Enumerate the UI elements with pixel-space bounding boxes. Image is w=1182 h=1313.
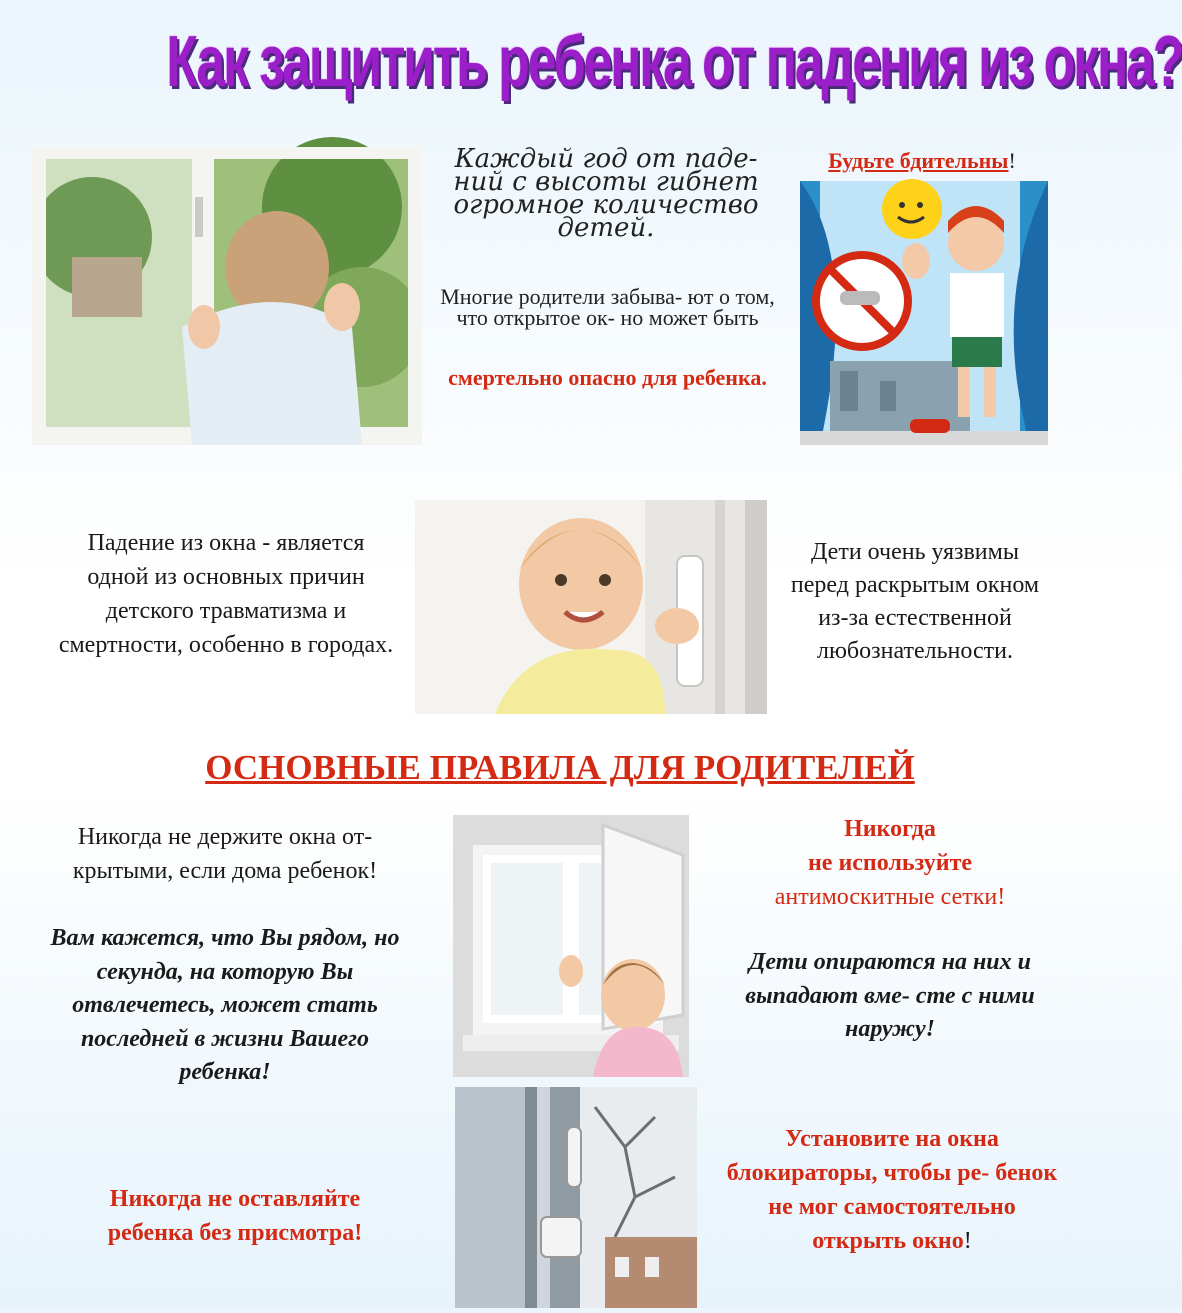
middle-left-text: Падение из окна - является одной из основных причин детского травматизма и смертности, особенно в городах.: [58, 530, 394, 658]
photo-baby-open-window: [453, 815, 689, 1077]
intro-statistic: Каждый год от паде- ний с высоты гибнет огромное количество детей.: [453, 144, 759, 243]
middle-right-text: Дети очень уязвимы перед раскрытым окном из-за естественной любознательности.: [790, 539, 1040, 664]
rule-never-open: Никогда не держите окна от- крытыми, если дома ребенок!: [72, 824, 378, 884]
lean-text: Дети опираются на них и выпадают вме- сте с ними наружу: [745, 949, 1035, 1042]
nets-dont-use: не используйте: [807, 850, 973, 876]
lean-mark: !: [925, 1016, 935, 1042]
nets-what: антимоскитные сетки!: [774, 884, 1006, 910]
page-title: Как защитить ребенка от падения из окна?: [166, 22, 1182, 102]
photo-child-at-window: [32, 147, 422, 445]
rules-heading: ОСНОВНЫЕ ПРАВИЛА ДЛЯ РОДИТЕЛЕЙ: [205, 748, 915, 787]
photo-window-lock: [455, 1087, 697, 1308]
nets-never: Никогда: [844, 816, 936, 842]
blockers-text: Установите на окна блокираторы, чтобы ре- бенок не мог самостоятельно открыть окно: [726, 1126, 1058, 1254]
vigilant-mark: !: [1008, 148, 1016, 173]
intro-forget-text: Многие родители забыва- ют о том, что открытое ок- но может быть: [440, 284, 775, 330]
blockers-mark: !: [963, 1228, 972, 1254]
rule-install-blockers: [722, 1122, 1062, 1258]
rule-seems-close: Вам кажется, что Вы рядом, но секунда, на которую Вы отвлечетесь, может стать последней в жизни Вашего ребенка!: [50, 925, 400, 1085]
rule-unattended: Никогда не оставляйте ребенка без присмотра!: [107, 1186, 363, 1246]
vigilant-heading: [797, 148, 1047, 174]
photo-baby-handle: [415, 500, 767, 714]
illustration-boy-window: [800, 181, 1048, 445]
intro-danger-text: смертельно опасно для ребенка.: [448, 365, 767, 390]
rule-lean-out: [742, 946, 1038, 1047]
vigilant-text: Будьте бдительны: [828, 148, 1009, 173]
rule-no-nets: [735, 812, 1045, 914]
